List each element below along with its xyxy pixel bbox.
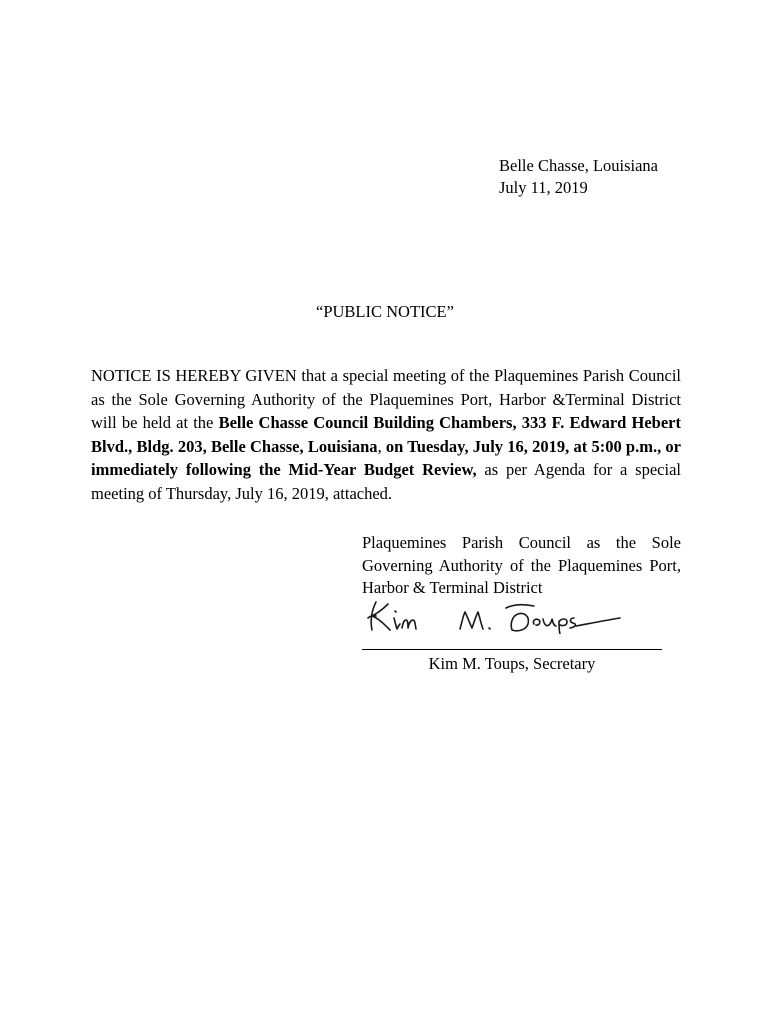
- notice-body: [91, 364, 681, 505]
- notice-text-1: NOTICE IS HEREBY GIVEN that a special meeting of the Plaquemines Parish Council as the Sole Governing Authority of the Plaquemines Port, Harbor &Terminal District will be held at the: [91, 366, 681, 432]
- location-date-block: [499, 155, 658, 199]
- notice-text-2: ,: [377, 436, 386, 456]
- notice-title: “PUBLIC NOTICE”: [316, 302, 454, 321]
- meeting-location: Belle Chasse Council Building Chambers, 333 F. Edward Hebert Blvd., Bldg. 203, Belle Chasse, Louisiana: [91, 413, 681, 456]
- date-text: July 11, 2019: [499, 178, 588, 197]
- closing-authority: Plaquemines Parish Council as the Sole Governing Authority of the Plaquemines Port, Harbor & Terminal District: [362, 533, 681, 597]
- meeting-time: on Tuesday, July 16, 2019, at 5:00 p.m., or immediately following the Mid-Year Budget Review,: [91, 436, 682, 479]
- signer-name: Kim M. Toups, Secretary: [428, 654, 596, 673]
- location-text: Belle Chasse, Louisiana: [499, 156, 659, 175]
- handwritten-signature: [362, 594, 632, 634]
- notice-text-3: as per Agenda for a special meeting of Thursday, July 16, 2019, attached.: [91, 460, 681, 503]
- signature-line: [362, 649, 662, 650]
